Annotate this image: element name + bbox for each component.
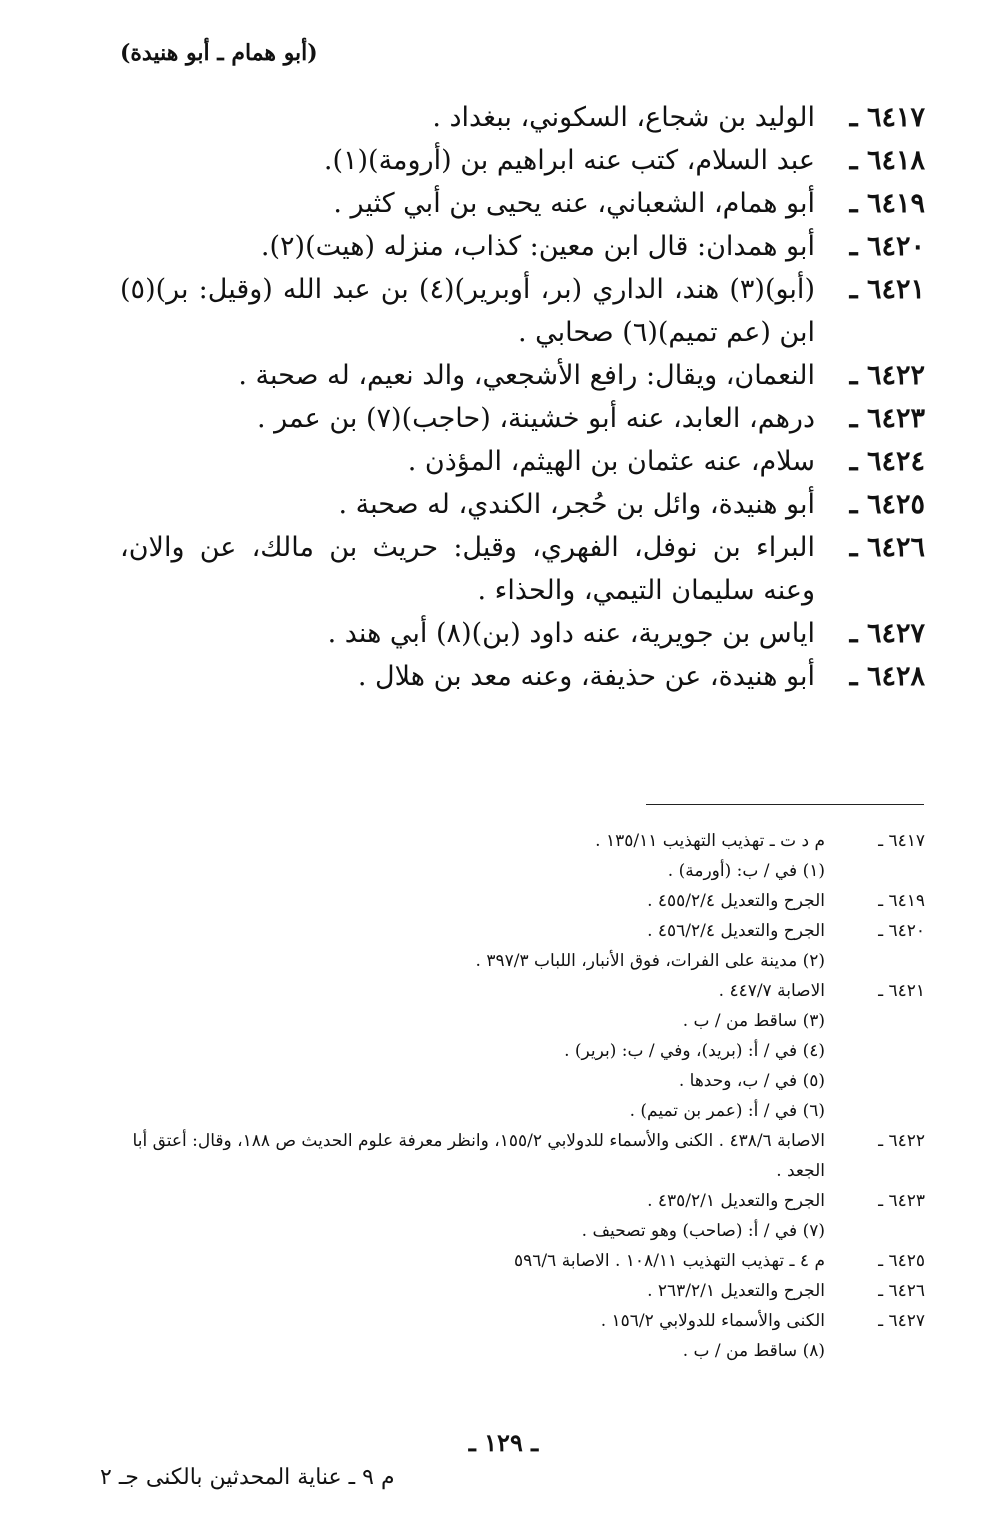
entry-text: البراء بن نوفل، الفهري، وقيل: حريث بن مالك، عن والان، وعنه سليمان التيمي، والحذاء . — [120, 532, 815, 606]
footnote-entry-number — [825, 1036, 925, 1066]
footnote-entry-number: ٦٤٢١ ـ — [878, 981, 925, 1001]
entry-number: ٦٤١٩ ـ — [849, 188, 925, 219]
footnote-item — [120, 886, 925, 916]
footnote-entry-number: ٦٤٢٧ ـ — [878, 1311, 925, 1331]
entries-list — [120, 96, 925, 698]
entry-item — [120, 397, 925, 440]
footnote-text: الكنى والأسماء للدولابي ١٥٦/٢ . — [600, 1311, 825, 1331]
entry-number: ٦٤٢٣ ـ — [849, 403, 925, 434]
footnote-text: (٣) ساقط من / ب . — [682, 1011, 825, 1031]
footnote-item — [120, 1186, 925, 1216]
footnote-entry-number: ٦٤٢٥ ـ — [878, 1251, 925, 1271]
entry-text: أبو هنيدة، عن حذيفة، وعنه معد بن هلال . — [357, 661, 815, 692]
footnote-item — [120, 1216, 925, 1246]
footnote-item — [120, 1096, 925, 1126]
entry-item — [120, 225, 925, 268]
entry-item — [120, 440, 925, 483]
entry-item — [120, 139, 925, 182]
footnote-text: الجرح والتعديل ٤٥٦/٢/٤ . — [647, 921, 825, 941]
footnotes-list — [120, 826, 925, 1366]
entry-text: درهم، العابد، عنه أبو خشينة، (حاجب)(٧) بن عمر . — [256, 403, 815, 434]
footnote-text: م ٤ ـ تهذيب التهذيب ١٠٨/١١ . الاصابة ٥٩٦/٦ — [514, 1251, 825, 1271]
entry-text: أبو هنيدة، وائل بن حُجر، الكندي، له صحبة . — [338, 489, 815, 520]
entry-text: النعمان، ويقال: رافع الأشجعي، والد نعيم، له صحبة . — [238, 360, 815, 391]
footnote-entry-number: ٦٤٢٦ ـ — [878, 1281, 925, 1301]
footnote-item — [120, 1306, 925, 1336]
entry-item — [120, 182, 925, 225]
footnote-text: (٥) في / ب، وحدها . — [678, 1071, 825, 1091]
entry-item — [120, 483, 925, 526]
footnote-entry-number: ٦٤٢٣ ـ — [878, 1191, 925, 1211]
footnote-item — [120, 946, 925, 976]
footnote-text: (١) في / ب: (أورمة) . — [667, 861, 825, 881]
footnote-item — [120, 826, 925, 856]
footnote-item — [120, 856, 925, 886]
signature-line: م ٩ ـ عناية المحدثين بالكنى جـ ٢ — [100, 1465, 395, 1490]
footnote-entry-number — [825, 1006, 925, 1036]
footnote-item — [120, 1336, 925, 1366]
footnote-entry-number — [825, 1066, 925, 1096]
entry-number: ٦٤٢٠ ـ — [849, 231, 925, 262]
entry-text: أبو همام، الشعباني، عنه يحيى بن أبي كثير . — [333, 188, 815, 219]
entry-text: اياس بن جويرية، عنه داود (بن)(٨) أبي هند . — [327, 618, 815, 649]
running-header: (أبو همام ـ أبو هنيدة) — [120, 40, 318, 66]
entry-number: ٦٤٢٤ ـ — [849, 446, 925, 477]
entry-number: ٦٤٢٨ ـ — [849, 661, 925, 692]
entry-item — [120, 354, 925, 397]
footnote-text: (٢) مدينة على الفرات، فوق الأنبار، اللباب ٣٩٧/٣ . — [475, 951, 825, 971]
entry-text: الوليد بن شجاع، السكوني، ببغداد . — [432, 102, 815, 133]
footnote-item — [120, 1246, 925, 1276]
entry-text: سلام، عنه عثمان بن الهيثم، المؤذن . — [407, 446, 815, 477]
footnote-entry-number — [825, 856, 925, 886]
footnote-text: م د ت ـ تهذيب التهذيب ١٣٥/١١ . — [595, 831, 825, 851]
footnote-entry-number — [825, 1096, 925, 1126]
entry-item — [120, 268, 925, 354]
footnote-item — [120, 916, 925, 946]
footnote-text: (٧) في / أ: (صاحب) وهو تصحيف . — [581, 1221, 825, 1241]
footnote-entry-number: ٦٤٢٢ ـ — [878, 1131, 925, 1151]
footnote-text: الاصابة ٤٣٨/٦ . الكنى والأسماء للدولابي ١٥٥/٢، وانظر معرفة علوم الحديث ص ١٨٨، وقال: أعتق أبا الجعد . — [132, 1131, 825, 1181]
footnote-text: (٦) في / أ: (عمر بن تميم) . — [629, 1101, 825, 1121]
footnote-text: الجرح والتعديل ٤٥٥/٢/٤ . — [647, 891, 825, 911]
entry-text: (أبو)(٣) هند، الداري (بر، أوبرير)(٤) بن عبد الله (وقيل: بر)(٥) ابن (عم تميم)(٦) صحابي . — [120, 274, 815, 348]
footnote-entry-number — [825, 1216, 925, 1246]
footnote-item — [120, 1066, 925, 1096]
entry-item — [120, 526, 925, 612]
footnote-separator — [646, 804, 924, 805]
footnote-text: الاصابة ٤٤٧/٧ . — [718, 981, 825, 1001]
footnote-item — [120, 1036, 925, 1066]
entry-text: أبو همدان: قال ابن معين: كذاب، منزله (هيت)(٢). — [260, 231, 815, 262]
entry-number: ٦٤٢٧ ـ — [849, 618, 925, 649]
footnote-entry-number — [825, 1336, 925, 1366]
footnote-item — [120, 1006, 925, 1036]
footnote-text: الجرح والتعديل ٤٣٥/٢/١ . — [647, 1191, 825, 1211]
entry-number: ٦٤١٧ ـ — [849, 102, 925, 133]
footnote-item — [120, 976, 925, 1006]
entry-number: ٦٤٢١ ـ — [849, 274, 925, 305]
entry-text: عبد السلام، كتب عنه ابراهيم بن (أرومة)(١). — [323, 145, 815, 176]
footnote-text: (٨) ساقط من / ب . — [682, 1341, 825, 1361]
footnote-entry-number: ٦٤٢٠ ـ — [878, 921, 925, 941]
footnote-entry-number: ٦٤١٩ ـ — [878, 891, 925, 911]
footnote-text: الجرح والتعديل ٢٦٣/٢/١ . — [647, 1281, 825, 1301]
page-number: ـ ١٢٩ ـ — [468, 1428, 539, 1457]
footnote-entry-number — [825, 946, 925, 976]
entry-number: ٦٤٢٢ ـ — [849, 360, 925, 391]
entry-number: ٦٤٢٦ ـ — [849, 532, 925, 563]
footnote-entry-number: ٦٤١٧ ـ — [878, 831, 925, 851]
footnote-item — [120, 1126, 925, 1186]
entry-item — [120, 612, 925, 655]
footnote-text: (٤) في / أ: (بريد)، وفي / ب: (برير) . — [564, 1041, 825, 1061]
entry-item — [120, 96, 925, 139]
entry-number: ٦٤١٨ ـ — [849, 145, 925, 176]
footnote-item — [120, 1276, 925, 1306]
entry-number: ٦٤٢٥ ـ — [849, 489, 925, 520]
entry-item — [120, 655, 925, 698]
